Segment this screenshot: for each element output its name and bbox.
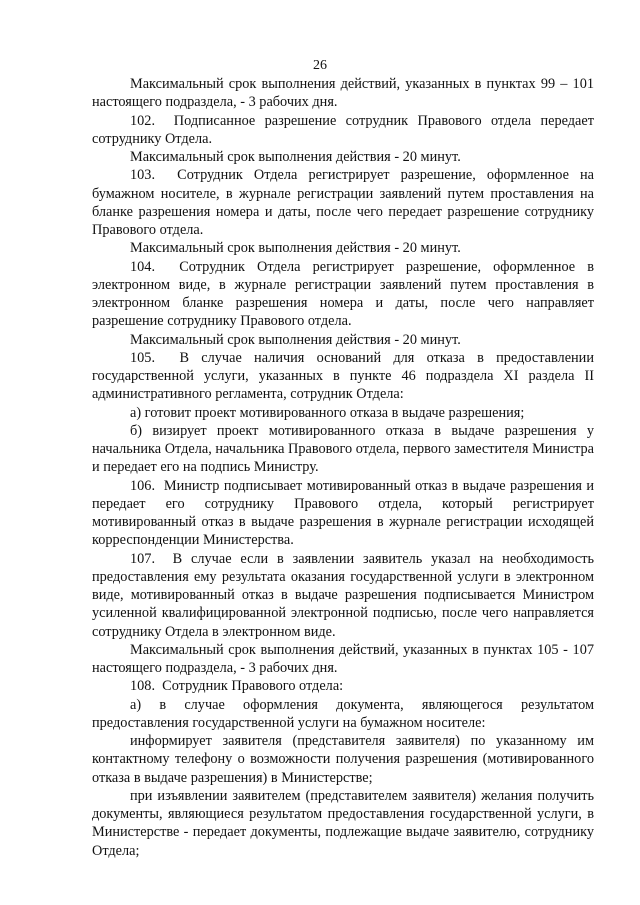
paragraph-105-a: а) готовит проект мотивированного отказа в выдаче разрешения;	[130, 404, 525, 421]
paragraph-108: 108. Сотрудник Правового отдела:	[130, 678, 344, 695]
paragraph-deadline-103: Максимальный срок выполнения действия - 20 минут.	[130, 240, 461, 257]
paragraph-108-a-inform: информирует заявителя (представителя заявителя) по указанному им контактному телефону о возможности получения разрешения (мотивированного отказа в выдаче разрешения) в Министерстве;	[92, 733, 594, 786]
paragraph-103: 103. Сотрудник Отдела регистрирует разрешение, оформленное на бумажном носителе, в журнале регистрации заявлений путем проставления на бланке разрешения номера и даты, после чего передает разрешение сотруднику Правового отдела.	[92, 167, 594, 238]
paragraph-deadline-99-101: Максимальный срок выполнения действий, указанных в пунктах 99 – 101 настоящего подраздела, - 3 рабочих дня.	[92, 76, 594, 111]
paragraph-108-a-transfer: при изъявлении заявителем (представителем заявителя) желания получить документы, являющиеся результатом предоставления государственной услуги, в Министерстве - передает документы, подлежащие выдаче заявителю, сотруднику Отдела;	[92, 787, 594, 859]
paragraph-deadline-105-107: Максимальный срок выполнения действий, указанных в пунктах 105 - 107 настоящего подраздела, - 3 рабочих дня.	[92, 641, 594, 676]
paragraph-106: 106. Министр подписывает мотивированный отказ в выдаче разрешения и передает его сотруднику Правового отдела, который регистрирует мотивированный отказ в выдаче разрешения в журнале регистрации исходящей корреспонденции Министерства.	[92, 477, 594, 549]
paragraph-102: 102. Подписанное разрешение сотрудник Правового отдела передает сотруднику Отдела.	[92, 112, 594, 147]
paragraph-deadline-102: Максимальный срок выполнения действия - 20 минут.	[130, 149, 461, 165]
paragraph-deadline-104: Максимальный срок выполнения действия - 20 минут.	[130, 331, 461, 348]
paragraph-105-b: б) визирует проект мотивированного отказа в выдаче разрешения у начальника Отдела, начальника Правового отдела, первого заместителя Министра и передает его на подпись Министру.	[92, 422, 594, 476]
page-number: 26	[313, 58, 327, 73]
paragraph-105: 105. В случае наличия оснований для отказа в предоставлении государственной услуги, указанных в пункте 46 подраздела XI раздела II административного регламента, сотрудник Отдела:	[92, 349, 594, 403]
paragraph-107: 107. В случае если в заявлении заявитель указал на необходимость предоставления ему результата оказания государственной услуги в электронном виде, мотивированный отказ в выдаче разрешения подписывается Министром усиленной квалифицированной электронной подписью, после чего направляется сотруднику Отдела в электронном виде.	[92, 550, 594, 640]
paragraph-108-a: а) в случае оформления документа, являющегося результатом предоставления государственной услуги на бумажном носителе:	[92, 696, 594, 731]
document-body	[92, 75, 594, 860]
paragraph-104: 104. Сотрудник Отдела регистрирует разрешение, оформленное в электронном виде, в журнале регистрации заявлений путем проставления в электронном бланке разрешения номера и даты, после чего направляет разрешение сотруднику Правового отдела.	[92, 258, 594, 330]
